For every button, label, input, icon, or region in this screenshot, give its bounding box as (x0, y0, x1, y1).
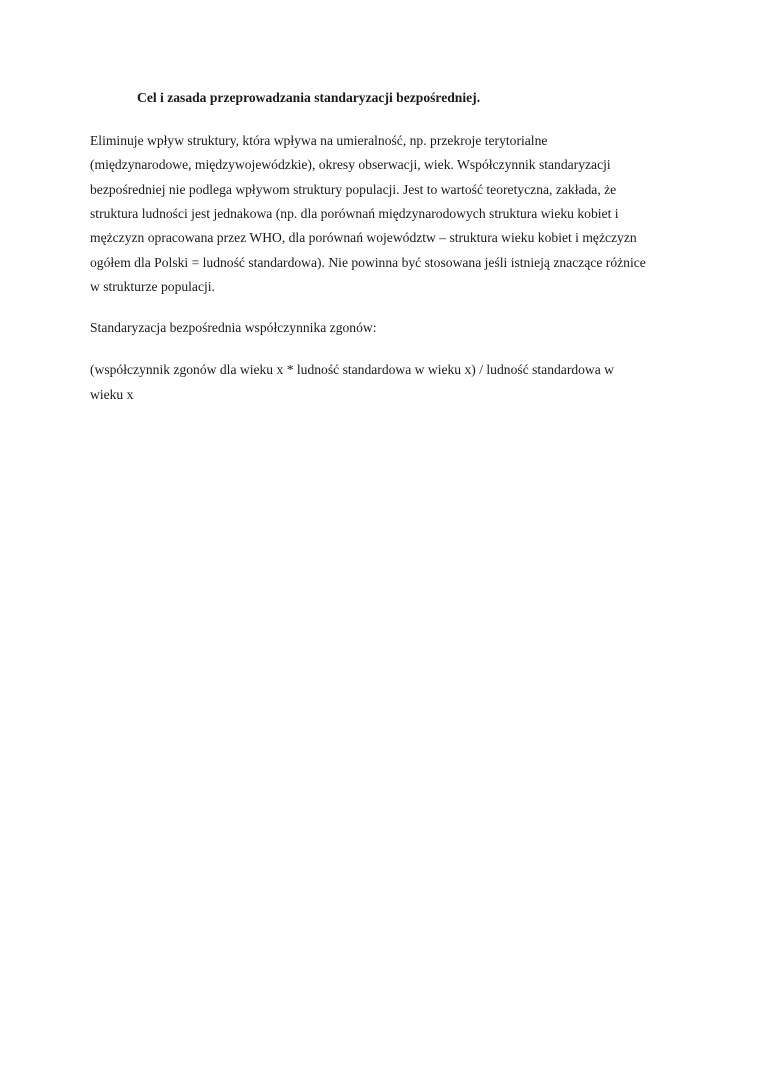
paragraph-line: Eliminuje wpływ struktury, która wpływa na umieralność, np. przekroje terytorialne (90, 133, 548, 148)
paragraph-line: struktura ludności jest jednakowa (np. dla porównań międzynarodowych struktura wieku kobiet i (90, 206, 619, 221)
paragraph-line: ogółem dla Polski = ludność standardowa). Nie powinna być stosowana jeśli istnieją znaczące różnice (90, 255, 646, 270)
paragraph-line: w strukturze populacji. (90, 279, 215, 294)
paragraph-line: mężczyzn opracowana przez WHO, dla porównań województw – struktura wieku kobiet i mężczyzn (90, 230, 637, 245)
formula-line: wieku x (90, 387, 134, 402)
formula-line: (współczynnik zgonów dla wieku x * ludność standardowa w wieku x) / ludność standardowa w (90, 362, 615, 377)
paragraph-line: (międzynarodowe, międzywojewódzkie), okresy obserwacji, wiek. Współczynnik standaryzacji (90, 157, 611, 172)
section-heading: Cel i zasada przeprowadzania standaryzacji bezpośredniej. (137, 90, 481, 105)
paragraph-line: bezpośredniej nie podlega wpływom struktury populacji. Jest to wartość teoretyczna, zakłada, że (90, 182, 617, 197)
formula-intro: Standaryzacja bezpośrednia współczynnika zgonów: (90, 320, 377, 335)
